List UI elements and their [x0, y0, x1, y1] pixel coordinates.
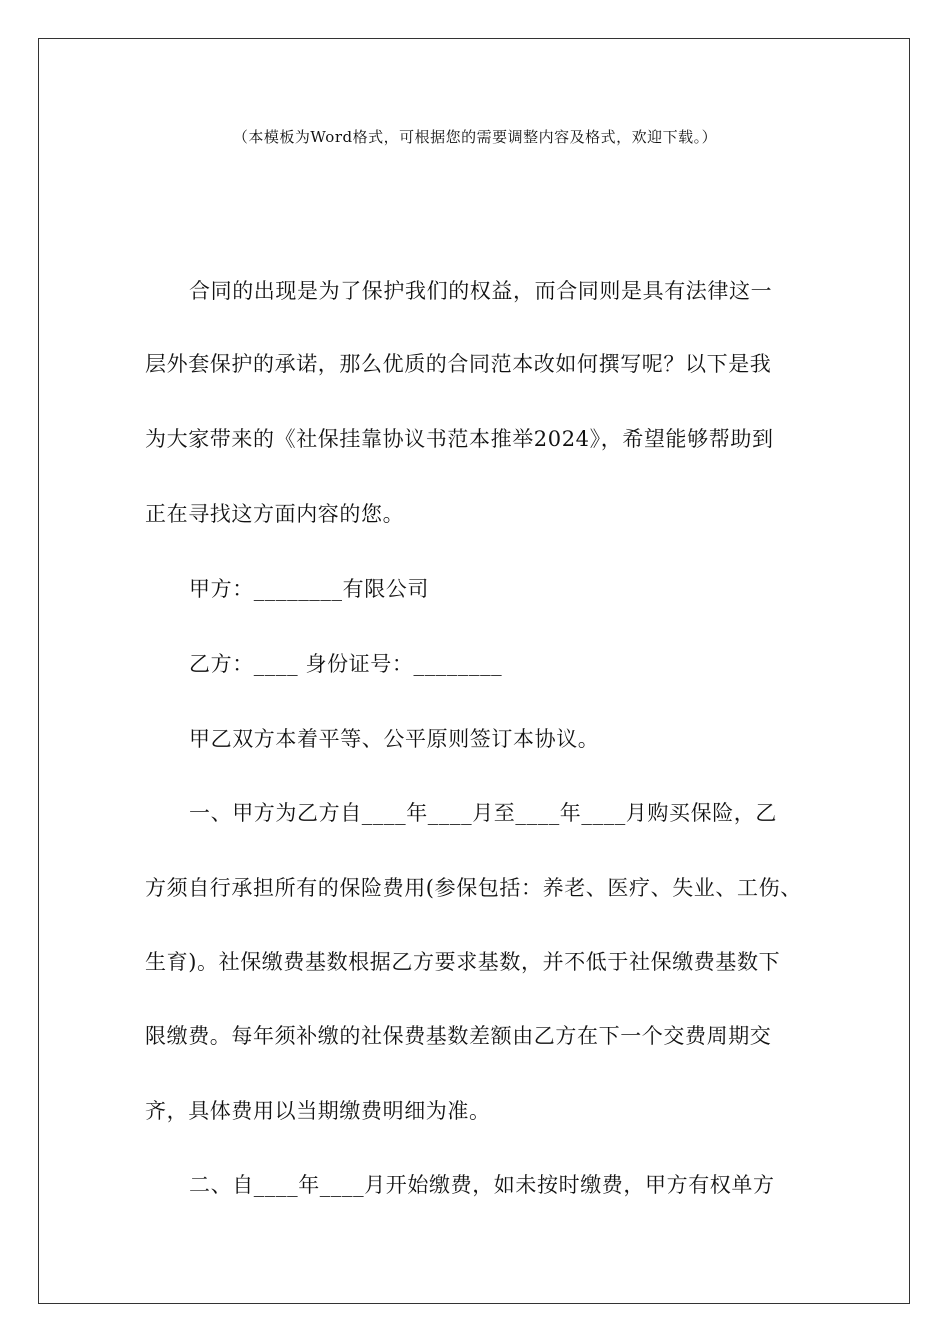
intro-line-3: 为大家带来的《社保挂靠协议书范本推举2024》，希望能够帮助到	[145, 427, 774, 451]
intro-line-1: 合同的出现是为了保护我们的权益，而合同则是具有法律这一	[189, 279, 773, 303]
party-a-line: 甲方：________有限公司	[189, 577, 429, 601]
template-note: （本模板为Word格式，可根据您的需要调整内容及格式，欢迎下载。）	[232, 128, 718, 146]
party-b-line: 乙方：____ 身份证号：________	[189, 652, 503, 676]
clause-2-line-1: 二、自____年____月开始缴费，如未按时缴费，甲方有权单方	[189, 1173, 775, 1197]
clause-1-line-3: 生育)。社保缴费基数根据乙方要求基数，并不低于社保缴费基数下	[145, 950, 781, 974]
clause-1-line-1: 一、甲方为乙方自____年____月至____年____月购买保险，乙	[189, 801, 777, 825]
clause-1-line-5: 齐，具体费用以当期缴费明细为准。	[145, 1099, 491, 1123]
clause-1-line-4: 限缴费。每年须补缴的社保费基数差额由乙方在下一个交费周期交	[145, 1024, 772, 1048]
intro-line-4: 正在寻找这方面内容的您。	[145, 502, 405, 526]
clause-1-line-2: 方须自行承担所有的保险费用(参保包括：养老、医疗、失业、工伤、	[145, 876, 802, 900]
principle-line: 甲乙双方本着平等、公平原则签订本协议。	[189, 727, 600, 751]
intro-line-2: 层外套保护的承诺，那么优质的合同范本改如何撰写呢？以下是我	[145, 352, 772, 376]
